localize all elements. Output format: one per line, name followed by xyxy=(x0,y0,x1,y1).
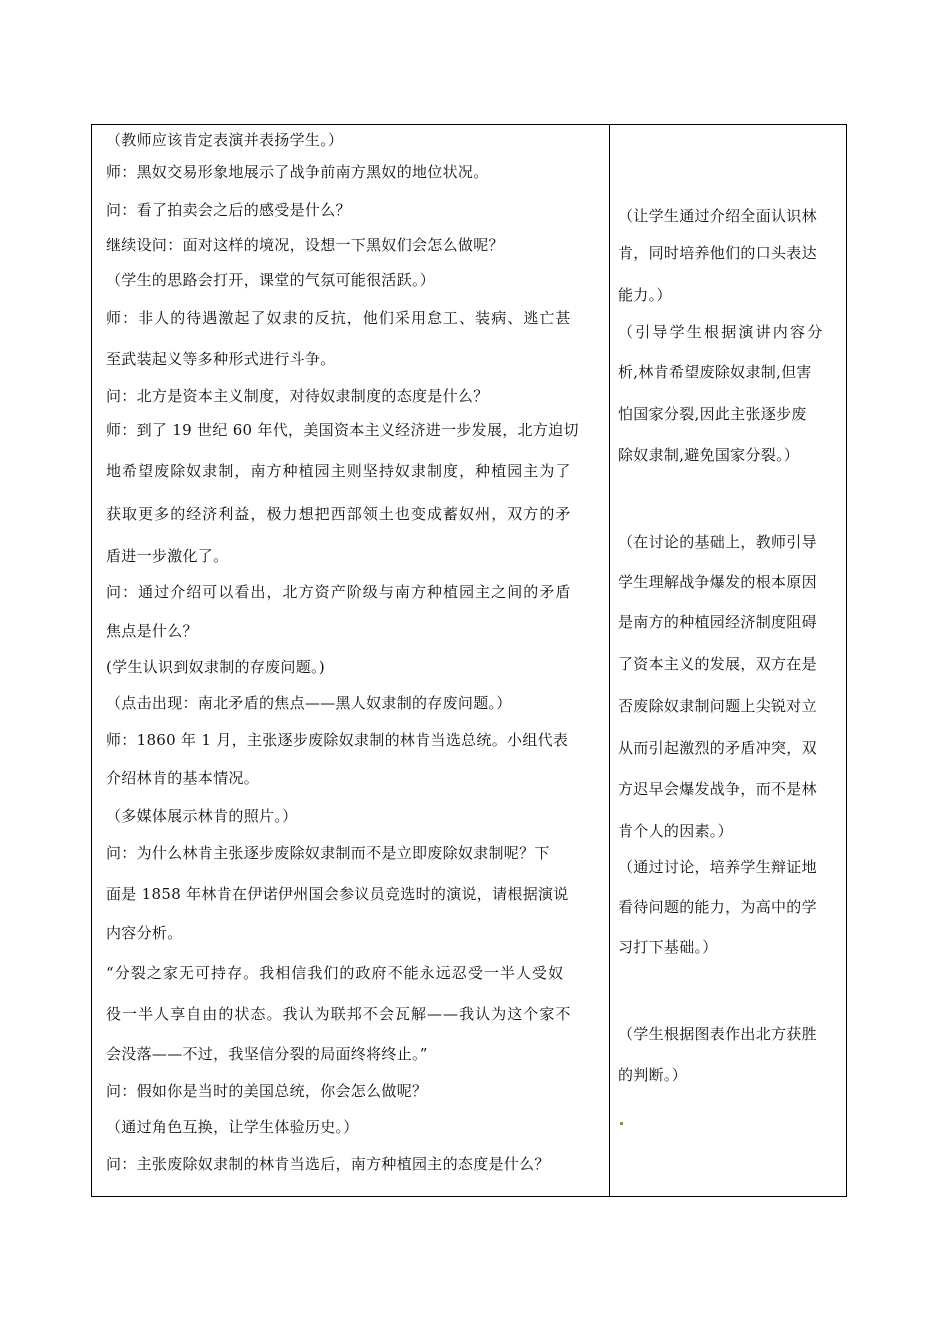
text-line: 面是 1858 年林肯在伊诺伊州国会参议员竞选时的演说，请根据演说 xyxy=(106,885,569,903)
note-line: （让学生通过介绍全面认识林 xyxy=(618,207,817,225)
text-line: 师：1860 年 1 月，主张逐步废除奴隶制的林肯当选总统。小组代表 xyxy=(106,731,569,749)
marker-dot xyxy=(620,1122,623,1125)
text-line: 获取更多的经济利益，极力想把西部领土也变成蓄奴州，双方的矛 xyxy=(106,505,572,523)
text-line: 问：通过介绍可以看出，北方资产阶级与南方种植园主之间的矛盾 xyxy=(106,583,572,601)
text-line: 师：黑奴交易形象地展示了战争前南方黑奴的地位状况。 xyxy=(106,163,489,181)
note-line: 从而引起激烈的矛盾冲突，双 xyxy=(618,739,817,757)
note-line: 析,林肯希望废除奴隶制,但害 xyxy=(618,363,812,381)
note-line: 怕国家分裂,因此主张逐步废 xyxy=(618,405,807,423)
text-line: 问：假如你是当时的美国总统，你会怎么做呢？ xyxy=(106,1082,428,1100)
note-line: 的判断。） xyxy=(618,1066,688,1084)
quote-line: “分裂之家无可持存。我相信我们的政府不能永远忍受一半人受奴 xyxy=(106,964,565,982)
text-line: 继续设问：面对这样的境况，设想一下黑奴们会怎么做呢？ xyxy=(106,236,504,254)
text-line: 地希望废除奴隶制，南方种植园主则坚持奴隶制度，种植园主为了 xyxy=(106,462,572,480)
note-line: （学生根据图表作出北方获胜 xyxy=(618,1025,817,1043)
note-line: 看待问题的能力，为高中的学 xyxy=(618,898,817,916)
text-line: 问：看了拍卖会之后的感受是什么？ xyxy=(106,201,351,219)
text-line: (学生认识到奴隶制的存废问题。) xyxy=(106,658,326,676)
note-line: （在讨论的基础上，教师引导 xyxy=(618,533,817,551)
quote-line: 会没落——不过，我坚信分裂的局面终将终止。” xyxy=(106,1045,428,1063)
teaching-process-column xyxy=(92,125,609,1196)
note-line: （通过讨论，培养学生辩证地 xyxy=(618,858,817,876)
text-line: 焦点是什么？ xyxy=(106,622,198,640)
text-line: （通过角色互换，让学生体验历史。） xyxy=(106,1118,359,1136)
text-line: 问：北方是资本主义制度，对待奴隶制度的态度是什么？ xyxy=(106,387,489,405)
text-line: 师：到了 19 世纪 60 年代，美国资本主义经济进一步发展，北方迫切 xyxy=(106,421,579,439)
design-intent-column xyxy=(610,125,847,1196)
text-line: 介绍林肯的基本情况。 xyxy=(106,769,260,787)
note-line: 是南方的种植园经济制度阻碍 xyxy=(618,613,817,631)
note-line: 除奴隶制,避免国家分裂。） xyxy=(618,446,800,464)
text-line: 盾进一步激化了。 xyxy=(106,547,229,565)
quote-line: 役一半人享自由的状态。我认为联邦不会瓦解——我认为这个家不 xyxy=(106,1005,572,1023)
note-line: 方迟早会爆发战争，而不是林 xyxy=(618,780,817,798)
text-line: 至武装起义等多种形式进行斗争。 xyxy=(106,350,336,368)
text-line: 问：主张废除奴隶制的林肯当选后，南方种植园主的态度是什么？ xyxy=(106,1155,550,1173)
text-line: （教师应该肯定表演并表扬学生。） xyxy=(106,131,344,149)
text-line: 师：非人的待遇激起了奴隶的反抗，他们采用怠工、装病、逃亡甚 xyxy=(106,309,572,327)
text-line: （学生的思路会打开，课堂的气氛可能很活跃。） xyxy=(106,271,436,289)
note-line: 学生理解战争爆发的根本原因 xyxy=(618,573,817,591)
note-line: 肯个人的因素。） xyxy=(618,822,733,840)
text-line: 内容分析。 xyxy=(106,924,183,942)
lesson-table xyxy=(91,124,847,1197)
note-line: 肯，同时培养他们的口头表达 xyxy=(618,244,817,262)
note-line: 能力。） xyxy=(618,286,672,304)
text-line: （点击出现：南北矛盾的焦点——黑人奴隶制的存废问题。） xyxy=(106,694,512,712)
text-line: （多媒体展示林肯的照片。） xyxy=(106,807,298,825)
note-line: 否废除奴隶制问题上尖锐对立 xyxy=(618,697,817,715)
note-line: 了资本主义的发展，双方在是 xyxy=(618,655,817,673)
note-line: 习打下基础。） xyxy=(618,938,718,956)
text-line: 问：为什么林肯主张逐步废除奴隶制而不是立即废除奴隶制呢？下 xyxy=(106,844,550,862)
note-line: （引导学生根据演讲内容分 xyxy=(618,323,825,341)
